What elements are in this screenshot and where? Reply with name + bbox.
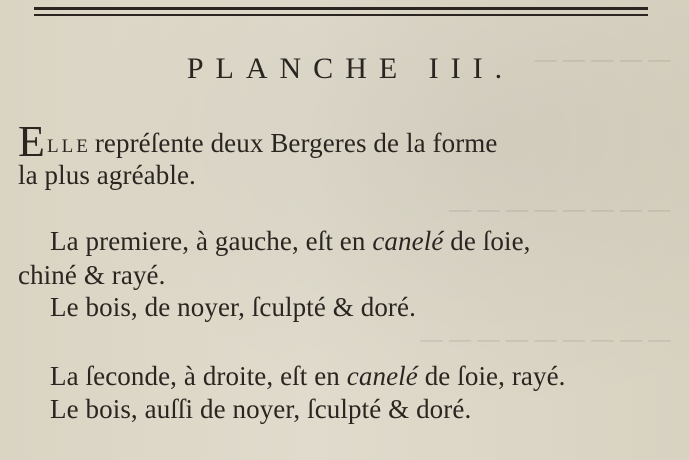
drop-cap: E [18, 117, 45, 166]
second-line-1-italic: canelé [346, 361, 418, 391]
plate-title: PLANCHE III. [186, 52, 515, 85]
second-line-1-before: La ſeconde, à droite, eſt en [50, 361, 340, 391]
intro-line-1-text: repréſente deux Bergeres de la forme [94, 128, 498, 158]
first-line-1-after: de ſoie, [450, 226, 531, 256]
intro-line-1 [18, 117, 498, 166]
bleed-through-decoration: — — — — — — — — — [420, 326, 671, 351]
first-line-1-before: La premiere, à gauche, eſt en [50, 226, 366, 256]
first-line-1-italic: canelé [372, 226, 444, 256]
second-item-line-1 [50, 361, 566, 392]
second-line-1-after: de ſoie, rayé. [424, 361, 566, 391]
first-item-wood-line: Le bois, de noyer, ſculpté & doré. [50, 292, 416, 322]
intro-line-2: la plus agréable. [18, 160, 196, 190]
header-rule-thick [34, 7, 648, 10]
second-item-wood-line: Le bois, auſſi de noyer, ſculpté & doré. [50, 394, 472, 424]
header-rule-thin [34, 14, 648, 16]
small-caps-text: LLE [46, 136, 91, 157]
first-item-line-1 [50, 226, 531, 257]
first-item-line-2: chiné & rayé. [18, 260, 166, 290]
bleed-through-decoration: — — — — — — — — [449, 196, 671, 221]
bleed-through-decoration: — — — — — [534, 46, 671, 71]
